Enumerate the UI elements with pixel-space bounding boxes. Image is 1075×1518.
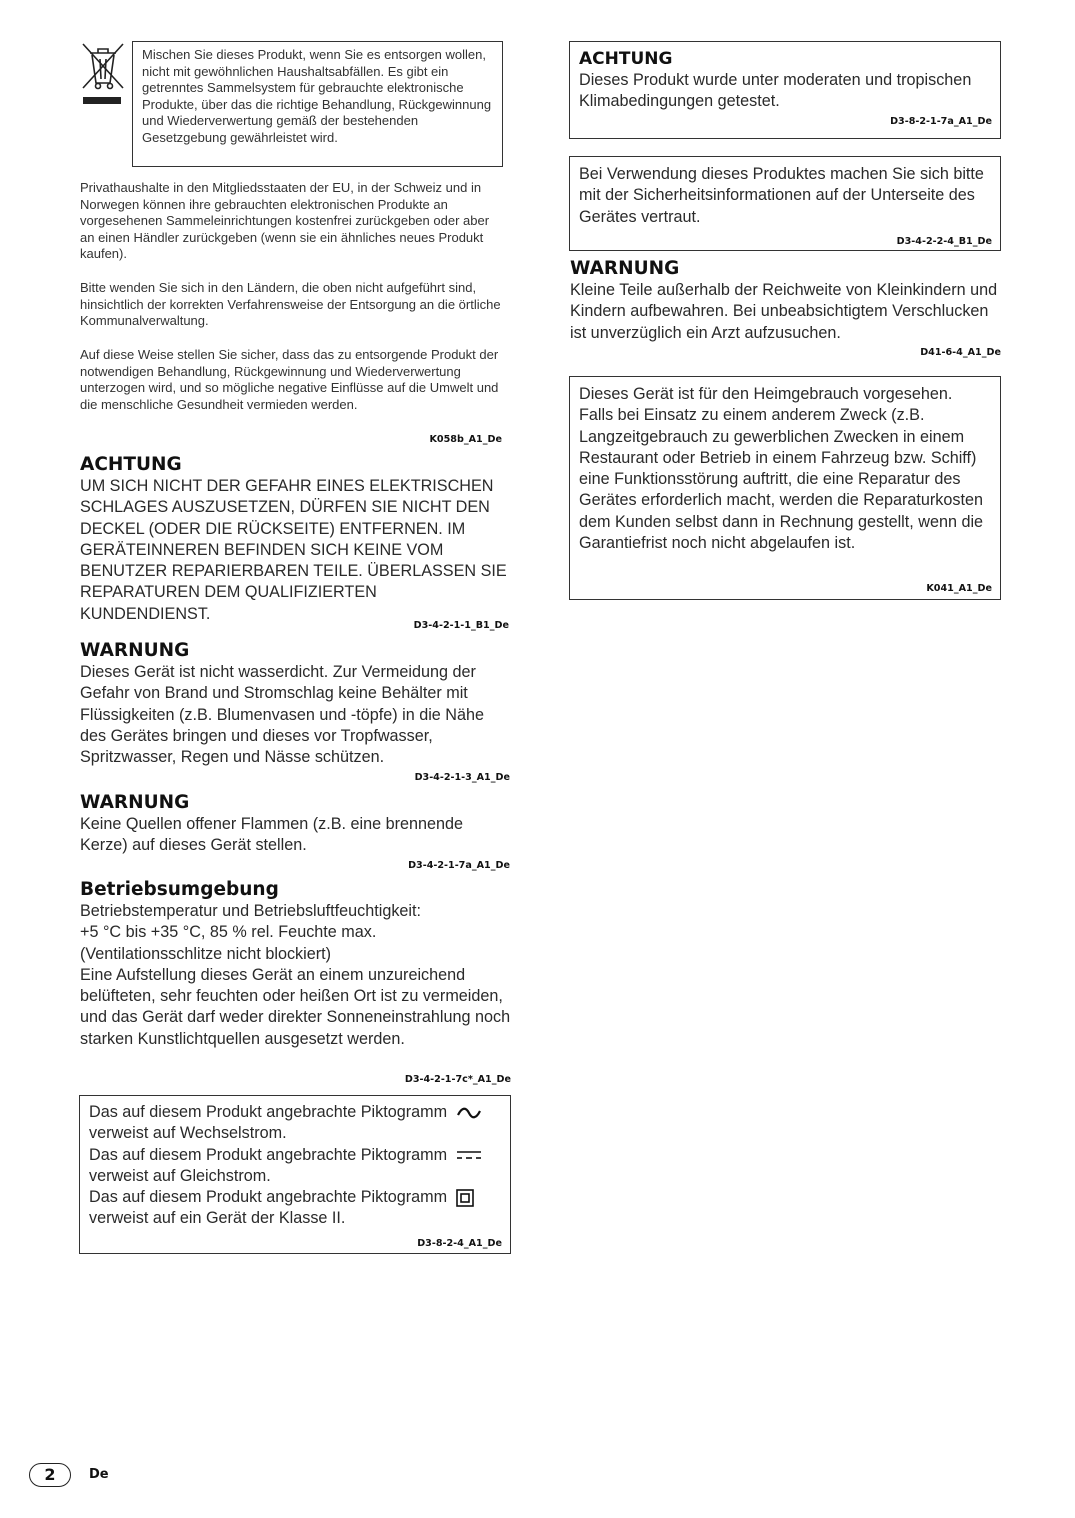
- betriebsumgebung-heading: Betriebsumgebung: [80, 879, 279, 900]
- weee-symbol: [80, 41, 126, 107]
- page-number: 2: [44, 1465, 56, 1484]
- class2-line: [89, 1187, 502, 1208]
- warnung-small-parts-heading: WARNUNG: [570, 258, 680, 279]
- achtung-climate-box: [569, 41, 1001, 139]
- class2-text: Das auf diesem Produkt angebrachte Piktogramm: [89, 1188, 448, 1207]
- betrieb-text: Eine Aufstellung dieses Gerät an einem unzureichend belüfteten, sehr feuchten oder heißen Ort ist zu vermeiden, und das Gerät darf weder direkter Sonneneinstrahlung noch starken Kunstlichtquellen ausgesetzt werden.: [80, 965, 511, 1048]
- achtung-heading: ACHTUNG: [80, 454, 182, 475]
- warnung-small-parts-text: Kleine Teile außerhalb der Reichweite von Kleinkindern und Kindern aufbewahren. Bei unbeabsichtigtem Verschlucken ist unverzüglich ein Arzt aufzusuchen.: [570, 281, 998, 342]
- home-use-box: [569, 376, 1001, 600]
- safety-info-box: [569, 156, 1001, 251]
- betriebsumgebung-body: [80, 901, 512, 1050]
- achtung-climate-heading: ACHTUNG: [579, 49, 673, 69]
- ac-text: Das auf diesem Produkt angebrachte Piktogramm: [89, 1103, 448, 1121]
- betrieb-line-2: +5 °C bis +35 °C, 85 % rel. Feuchte max.: [80, 923, 377, 942]
- achtung-text: UM SICH NICHT DER GEFAHR EINES ELEKTRISCHEN SCHLAGES AUSZUSETZEN, DÜRFEN SIE NICHT DEN DECKEL (ODER DIE RÜCKSEITE) ENTFERNEN. IM GERÄTEINNEREN BEFINDEN SICH KEINE VOM BENUTZER REPARIERBAREN TEILE. ÜBERLASSEN SIE REPARATUREN DEM QUALIFIZIERTEN KUNDENDIENST.: [80, 477, 507, 623]
- warnung-flame-text: Keine Quellen offener Flammen (z.B. eine brennende Kerze) auf dieses Gerät stellen.: [80, 815, 464, 855]
- betrieb-line-1: Betriebstemperatur und Betriebsluftfeuchtigkeit:: [80, 902, 422, 920]
- warnung-water-heading: WARNUNG: [80, 640, 190, 661]
- safety-info-text: Bei Verwendung dieses Produktes machen Sie sich bitte mit der Sicherheitsinformationen auf der Unterseite des Gerätes vertraut.: [579, 165, 984, 226]
- ac-text-2: verweist auf Wechselstrom.: [89, 1124, 287, 1143]
- doc-code-climate: D3-8-2-1-7a_A1_De: [890, 116, 992, 127]
- betrieb-line-3: (Ventilationsschlitze nicht blockiert): [80, 944, 332, 963]
- doc-code-home-use: K041_A1_De: [926, 583, 992, 594]
- crossed-bin-icon: [80, 41, 126, 107]
- class2-text-2: verweist auf ein Gerät der Klasse II.: [89, 1209, 346, 1228]
- doc-code-k058b: K058b_A1_De: [429, 434, 502, 445]
- doc-code-warnung-water: D3-4-2-1-3_A1_De: [414, 772, 510, 783]
- page-language: De: [89, 1467, 109, 1482]
- doc-code-warnung-flame: D3-4-2-1-7a_A1_De: [408, 860, 510, 871]
- warnung-water-text: Dieses Gerät ist nicht wasserdicht. Zur Vermeidung der Gefahr von Brand und Stromschlag keine Behälter mit Flüssigkeiten (z.B. Blumenvasen und -töpfe) in die Nähe des Gerätes bringen und dieses vor Tropfwasser, Spritzwasser, Regen und Nässe schützen.: [80, 663, 484, 767]
- page-number-badge: [29, 1463, 71, 1487]
- weee-notice-text: Mischen Sie dieses Produkt, wenn Sie es entsorgen wollen, nicht mit gewöhnlichen Haushaltsabfällen. Es gibt ein getrenntes Sammelsystem für gebrauchte elektronische Produkte, über das die richtige Behandlung, Rückgewinnung und Wiederverwertung gemäß der bestehenden Gesetzgebung gewährleistet wird.: [142, 47, 492, 145]
- disposal-paragraph-2: Bitte wenden Sie sich in den Ländern, die oben nicht aufgeführt sind, hinsichtlich der korrekten Verfahrensweise der Entsorgung an die örtliche Kommunalverwaltung.: [80, 280, 501, 329]
- doc-code-safety: D3-4-2-2-4_B1_De: [896, 236, 992, 247]
- doc-code-symbols: D3-8-2-4_A1_De: [417, 1238, 502, 1249]
- doc-code-small-parts: D41-6-4_A1_De: [920, 347, 1001, 358]
- dc-line: [89, 1145, 502, 1166]
- dc-text: Das auf diesem Produkt angebrachte Piktogramm: [89, 1145, 448, 1164]
- dc-icon: [456, 1149, 482, 1161]
- symbols-box: [79, 1095, 511, 1254]
- disposal-paragraph-3: Auf diese Weise stellen Sie sicher, dass das zu entsorgende Produkt der notwendigen Behandlung, Rückgewinnung und Wiederverwertung unterzogen wird, und so mögliche negative Einflüsse auf die Umwelt und die menschliche Gesundheit vermieden werden.: [80, 347, 499, 412]
- dc-text-2: verweist auf Gleichstrom.: [89, 1166, 271, 1185]
- home-use-text: Dieses Gerät ist für den Heimgebrauch vorgesehen. Falls bei Einsatz zu einem anderem Zweck (z.B. Langzeitgebrauch zu gewerblichen Zwecken in einem Restaurant oder Betrieb in einem Fahrzeug bzw. Schiff) eine Funktionsstörung auftritt, die eine Reparatur des Gerätes erforderlich macht, werden die Reparaturkosten dem Kunden selbst dann in Rechnung gestellt, wenn die Garantiefrist noch nicht abgelaufen ist.: [579, 385, 984, 553]
- disposal-paragraph-1: Privathaushalte in den Mitgliedsstaaten der EU, in der Schweiz und in Norwegen können ihre gebrauchten elektronischen Produkte an vorgesehenen Sammeleinrichtungen kostenfrei zurückgeben oder aber an einen Händler zurückgeben (wenn sie ein ähnliches neues Produkt kaufen).: [80, 180, 490, 262]
- ac-wave-icon: [456, 1106, 482, 1120]
- doc-code-betrieb: D3-4-2-1-7c*_A1_De: [404, 1074, 511, 1085]
- achtung-climate-text: Dieses Produkt wurde unter moderaten und tropischen Klimabedingungen getestet.: [579, 71, 972, 111]
- class-ii-icon: [456, 1189, 474, 1207]
- doc-code-achtung: D3-4-2-1-1_B1_De: [413, 620, 509, 631]
- warnung-flame-heading: WARNUNG: [80, 792, 190, 813]
- weee-notice-box: [132, 41, 503, 167]
- ac-line: [89, 1102, 502, 1123]
